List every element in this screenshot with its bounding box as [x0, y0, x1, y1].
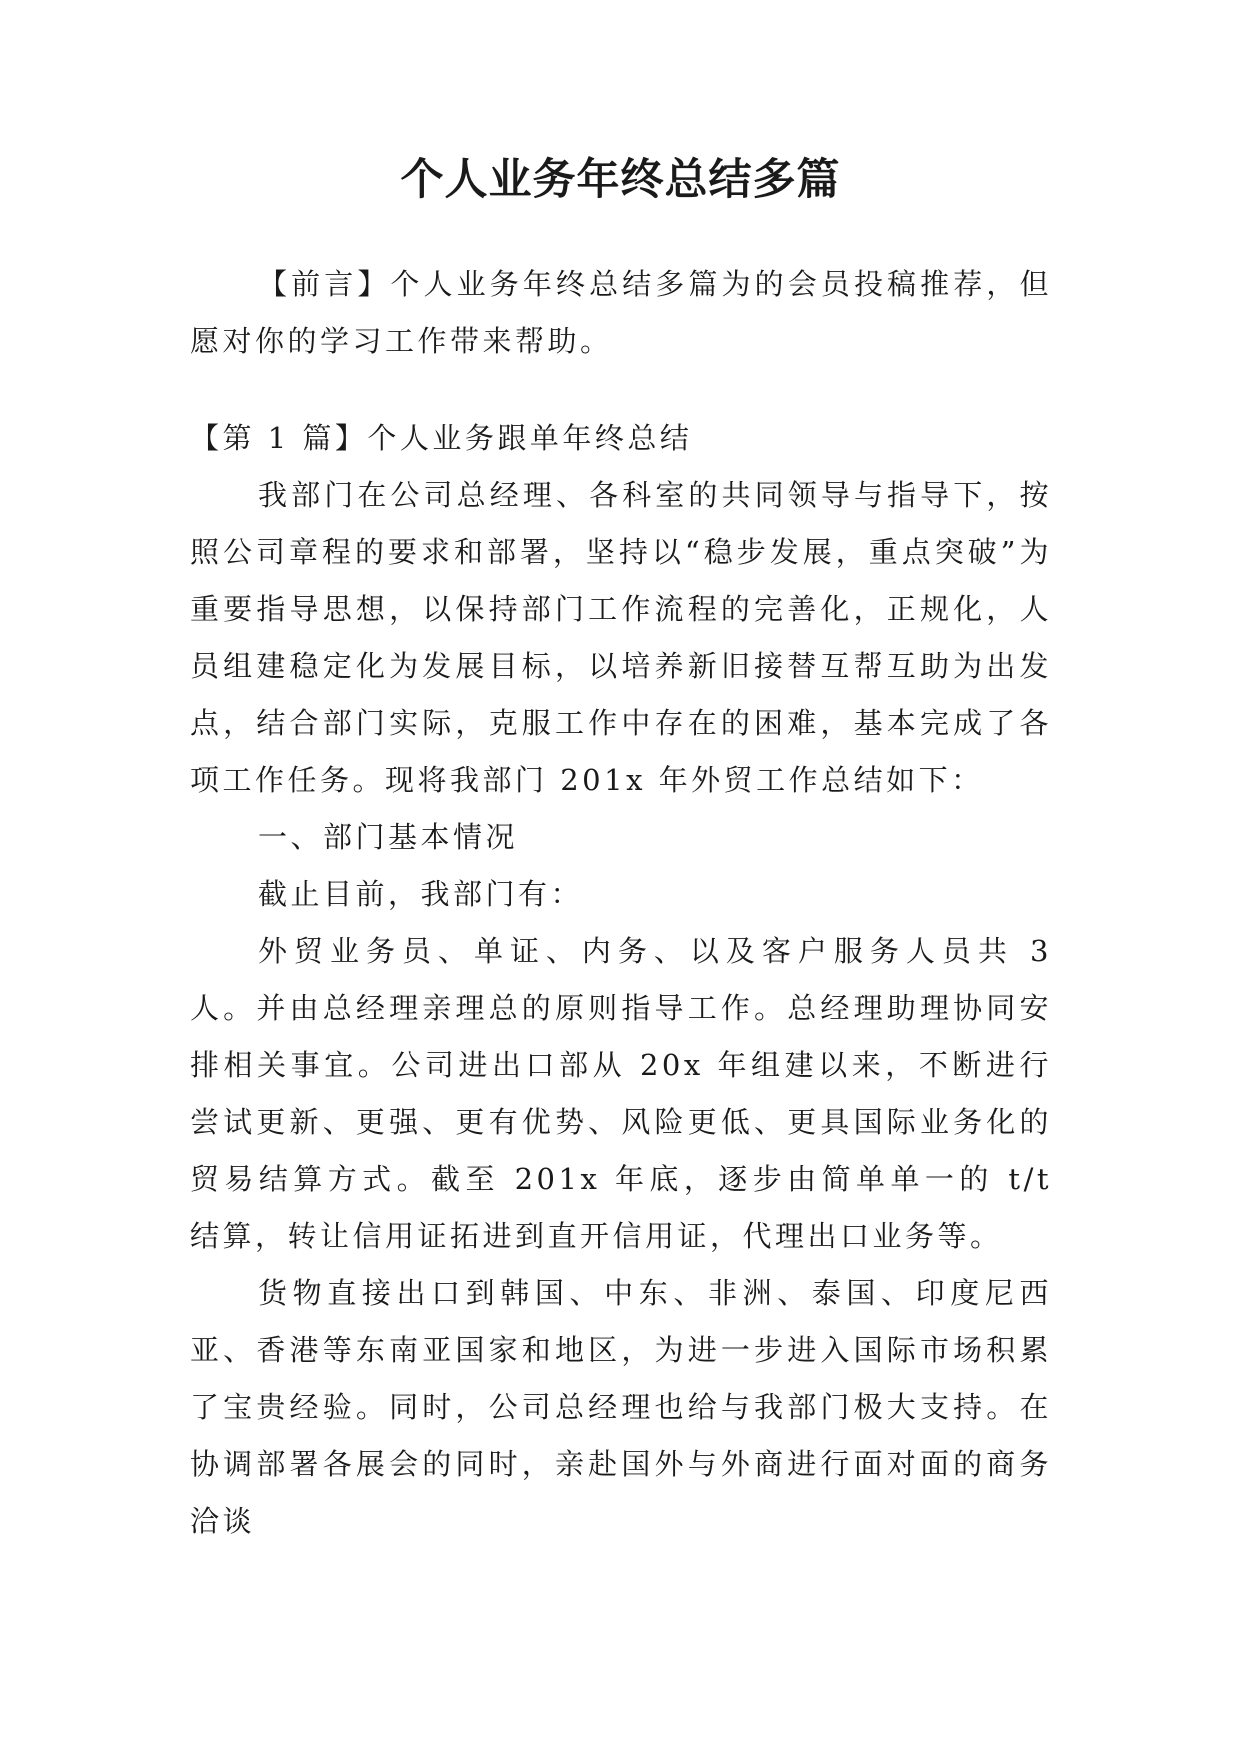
section-heading: 一、部门基本情况	[258, 820, 519, 854]
body-paragraph: 外贸业务员、单证、内务、以及客户服务人员共 3 人。并由总经理亲理总的原则指导工作。总经理助理协同安排相关事宜。公司进出口部从 20x 年组建以来，不断进行尝试更新、更强、更有优势、风险更低、更具国际业务化的贸易结算方式。截至 201x 年底，逐步由简单单一的 t/t 结算，转让信用证拓进到直开信用证，代理出口业务等。	[190, 934, 1052, 1253]
preface-paragraph: 【前言】个人业务年终总结多篇为的会员投稿推荐，但愿对你的学习工作带来帮助。	[190, 267, 1052, 358]
document-title: 个人业务年终总结多篇	[400, 155, 841, 205]
chapter-heading: 【第 1 篇】个人业务跟单年终总结	[190, 421, 693, 455]
body-paragraph: 截止目前，我部门有：	[258, 877, 584, 911]
body-paragraph: 我部门在公司总经理、各科室的共同领导与指导下，按照公司章程的要求和部署，坚持以“稳步发展，重点突破”为重要指导思想，以保持部门工作流程的完善化，正规化，人员组建稳定化为发展目标，以培养新旧接替互帮互助为出发点，结合部门实际，克服工作中存在的困难，基本完成了各项工作任务。现将我部门 201x 年外贸工作总结如下：	[190, 478, 1052, 797]
body-paragraph: 货物直接出口到韩国、中东、非洲、泰国、印度尼西亚、香港等东南亚国家和地区，为进一步进入国际市场积累了宝贵经验。同时，公司总经理也给与我部门极大支持。在协调部署各展会的同时，亲赴国外与外商进行面对面的商务洽谈	[190, 1276, 1052, 1538]
